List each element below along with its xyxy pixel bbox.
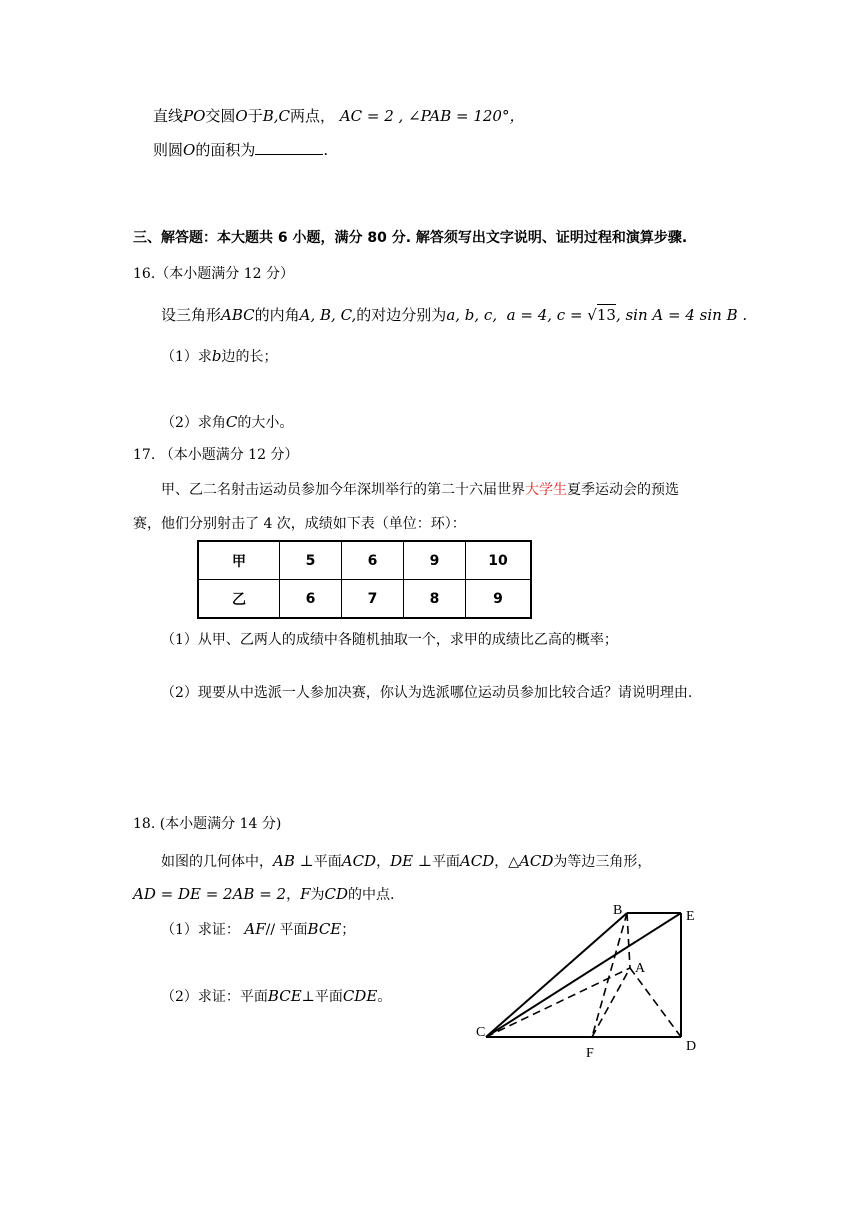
text: ，	[286, 887, 301, 903]
q18-header: 18. (本小题满分 14 分)	[133, 816, 282, 832]
math: b	[211, 347, 222, 365]
math: AC = 2 , ∠PAB = 120°，	[339, 107, 525, 125]
text: ⊥平面	[301, 989, 343, 1005]
edge-CE	[486, 913, 681, 1037]
q16-stem	[161, 305, 747, 325]
table-cell: 甲	[198, 541, 280, 580]
math: PO	[183, 107, 206, 125]
score-table	[197, 540, 532, 619]
text: 的大小。	[237, 415, 294, 431]
edge-BA	[627, 913, 630, 968]
text: 的面积为	[195, 141, 256, 159]
math: AF	[244, 920, 266, 938]
math: DE ⊥	[390, 852, 432, 870]
highlighted-text: 大学生	[525, 482, 567, 498]
edge-CA	[486, 968, 630, 1037]
text: 于	[247, 107, 263, 125]
math: BCE	[307, 920, 342, 938]
text: 的内角	[254, 306, 300, 324]
math: CD	[324, 885, 349, 903]
q17-stem-line2: 赛，他们分别射击了 4 次，成绩如下表（单位：环）：	[133, 516, 466, 532]
math: O	[235, 107, 248, 125]
text: 边的长；	[221, 349, 278, 365]
q17-part1: （1）从甲、乙两人的成绩中各随机抽取一个，求甲的成绩比乙高的概率；	[161, 632, 618, 648]
math: , sin A = 4 sin B .	[615, 306, 748, 324]
math: B,C	[262, 107, 291, 125]
table-cell: 10	[466, 541, 532, 580]
text: （1）求	[161, 349, 212, 365]
text: .	[323, 141, 329, 159]
text: （2）求证：平面	[161, 989, 268, 1005]
q17-part2: （2）现要从中选派一人参加决赛，你认为选派哪位运动员参加比较合适？请说明理由.	[161, 685, 693, 701]
text: 设三角形	[161, 306, 222, 324]
label-F: F	[586, 1046, 594, 1061]
table-row	[198, 541, 531, 580]
math: ACD	[341, 852, 377, 870]
text: ，△	[494, 854, 520, 870]
label-C: C	[476, 1025, 486, 1040]
text: 交圆	[205, 107, 236, 125]
table-row	[198, 580, 531, 619]
text: 。	[377, 989, 392, 1005]
table-cell: 5	[280, 541, 342, 580]
q18-stem-line1	[161, 851, 651, 872]
text: 为等边三角形，	[553, 854, 652, 870]
q17-header: 17. （本小题满分 12 分）	[133, 447, 299, 463]
text: 的中点.	[348, 887, 395, 903]
text: （1）求证：	[161, 922, 240, 938]
math: CDE	[342, 987, 378, 1005]
text: 平面	[313, 854, 342, 870]
math: BCE	[267, 987, 302, 1005]
edge-AD	[630, 968, 681, 1037]
answer-blank	[255, 140, 323, 155]
label-B: B	[613, 903, 623, 918]
math: a, b, c,	[446, 306, 498, 324]
table-cell: 8	[404, 580, 466, 619]
edge-BF	[592, 913, 627, 1037]
q15-line2	[153, 140, 328, 160]
text: 如图的几何体中，	[161, 854, 273, 870]
text: 直线	[153, 107, 184, 125]
q16-header: 16.（本小题满分 12 分）	[133, 266, 294, 282]
q18-part1	[161, 919, 355, 940]
q18-part2	[161, 986, 391, 1007]
math: AB ⊥	[273, 852, 314, 870]
math: ACD	[519, 852, 554, 870]
math: AD = DE = 2AB = 2	[133, 885, 287, 903]
table-cell: 9	[466, 580, 532, 619]
text: （2）求角	[161, 415, 226, 431]
label-E: E	[686, 909, 695, 924]
text: 则圆	[153, 141, 184, 159]
math: F	[300, 885, 311, 903]
math: ABC	[221, 306, 255, 324]
section-heading: 三、解答题：本大题共 6 小题，满分 80 分. 解答须写出文字说明、证明过程和演算步骤.	[133, 230, 688, 246]
text: 的对边分别为	[356, 306, 447, 324]
sqrt-sign: √	[587, 306, 597, 324]
text: 两点，	[290, 107, 336, 125]
table-cell: 6	[280, 580, 342, 619]
text: 平面	[431, 854, 460, 870]
math: a = 4, c =	[506, 306, 588, 324]
table-cell: 6	[342, 541, 404, 580]
q16-part2	[161, 412, 293, 433]
text: // 平面	[265, 922, 308, 938]
text: 为	[310, 887, 325, 903]
q15-line1	[153, 106, 524, 126]
q17-stem-line1	[161, 480, 679, 500]
table-cell: 7	[342, 580, 404, 619]
q16-part1	[161, 346, 278, 367]
math: A, B, C,	[299, 306, 357, 324]
text: ，	[376, 854, 391, 870]
edge-FA	[592, 968, 630, 1037]
math: 13	[596, 306, 616, 324]
q18-stem-line2	[133, 884, 394, 905]
table-cell: 9	[404, 541, 466, 580]
math: C	[225, 413, 238, 431]
table-cell: 乙	[198, 580, 280, 619]
text: 夏季运动会的预选	[567, 482, 679, 498]
label-D: D	[686, 1039, 697, 1054]
label-A: A	[635, 961, 646, 976]
math: O	[183, 141, 196, 159]
text: 甲、乙二名射击运动员参加今年深圳举行的第二十六届世界	[161, 482, 525, 498]
math: ACD	[459, 852, 495, 870]
text: ；	[341, 922, 356, 938]
edge-CB	[486, 913, 627, 1037]
